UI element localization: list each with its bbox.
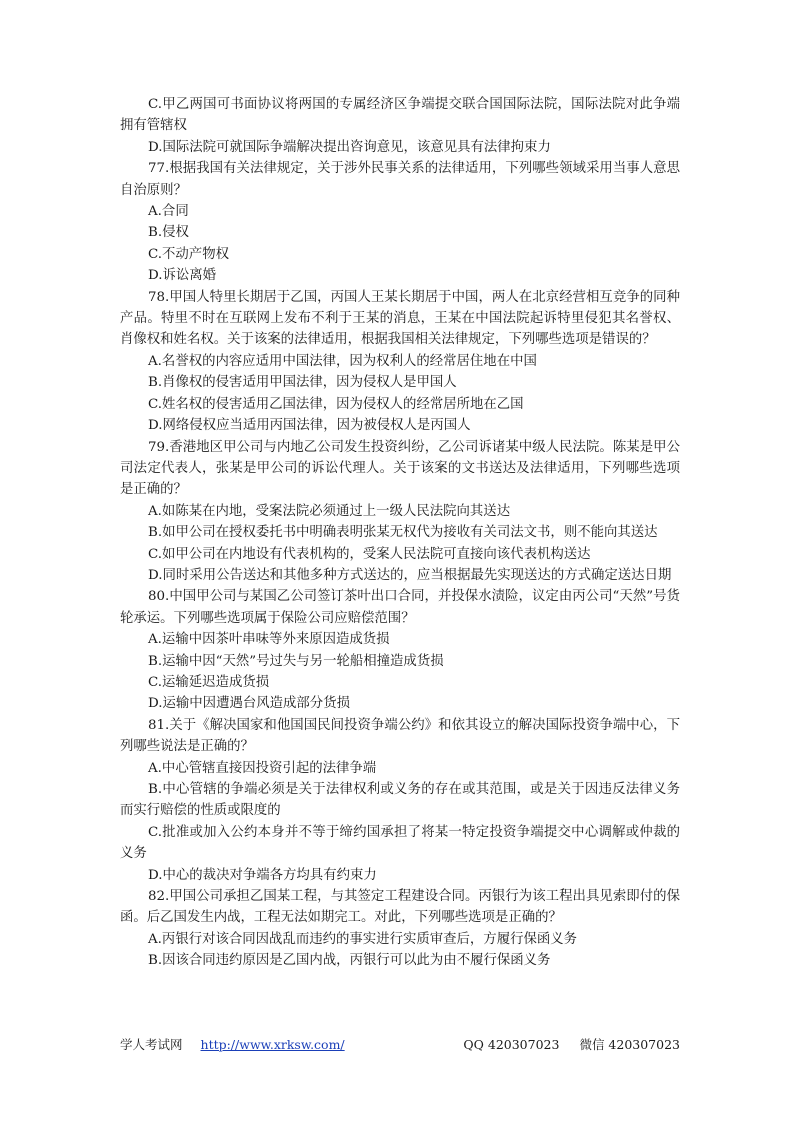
answer-option: D.同时采用公告送达和其他多种方式送达的，应当根据最先实现送达的方式确定送达日期	[148, 567, 672, 583]
footer-wechat: 微信 420307023	[579, 1037, 680, 1052]
answer-option: C.如甲公司在内地设有代表机构的，受案人民法院可直接向该代表机构送达	[148, 546, 591, 562]
footer-qq: QQ 420307023	[463, 1037, 560, 1052]
answer-option: B.中心管辖的争端必须是关于法律权利或义务的存在或其范围，或是关于因违反法律义务而实行赔偿的性质或限度的	[120, 782, 680, 819]
question-stem: 80.中国甲公司与某国乙公司签订茶叶出口合同，并投保水渍险，议定由丙公司“天然”号货轮承运。下列哪些选项属于保险公司应赔偿范围？	[120, 589, 680, 626]
answer-option: D.运输中因遭遇台风造成部分货损	[148, 696, 350, 712]
answer-option: D.诉讼离婚	[148, 268, 217, 284]
answer-option: C.姓名权的侵害适用乙国法律，因为侵权人的经常居所地在乙国	[148, 396, 524, 412]
answer-option: C.不动产物权	[148, 246, 229, 262]
answer-option: C.甲乙两国可书面协议将两国的专属经济区争端提交联合国国际法院，国际法院对此争端拥有管辖权	[120, 97, 680, 134]
footer-site-name: 学人考试网	[120, 1037, 183, 1052]
answer-option: B.运输中因“天然”号过失与另一轮船相撞造成货损	[148, 653, 444, 669]
answer-option: A.如陈某在内地，受案法院必须通过上一级人民法院向其送达	[148, 503, 511, 519]
answer-option: A.丙银行对该合同因战乱而违约的事实进行实质审查后，方履行保函义务	[148, 931, 578, 947]
answer-option: A.运输中因茶叶串味等外来原因造成货损	[148, 632, 390, 648]
answer-option: A.中心管辖直接因投资引起的法律争端	[148, 760, 377, 776]
answer-option: C.批准或加入公约本身并不等于缔约国承担了将某一特定投资争端提交中心调解或仲裁的义务	[120, 824, 680, 862]
answer-option: B.侵权	[148, 225, 189, 241]
question-stem: 81.关于《解决国家和他国国民间投资争端公约》和依其设立的解决国际投资争端中心，下列哪些说法是正确的？	[120, 717, 680, 755]
question-stem: 82.甲国公司承担乙国某工程，与其签定工程建设合同。丙银行为该工程出具见索即付的保函。后乙国发生内战，工程无法如期完工。对此，下列哪些选项是正确的？	[120, 889, 680, 926]
answer-option: A.名誉权的内容应适用中国法律，因为权利人的经常居住地在中国	[148, 353, 537, 369]
question-stem: 78.甲国人特里长期居于乙国，丙国人王某长期居于中国，两人在北京经营相互竞争的同种产品。特里不时在互联网上发布不利于王某的消息，王某在中国法院起诉特里侵犯其名誉权、肖像权和姓名权。关于该案的法律适用，根据我国相关法律规定，下列哪些选项是错误的？	[120, 289, 680, 348]
document-body	[120, 94, 680, 972]
answer-option: C.运输延迟造成货损	[148, 674, 270, 690]
answer-option: B.如甲公司在授权委托书中明确表明张某无权代为接收有关司法文书，则不能向其送达	[148, 525, 658, 541]
answer-option: D.中心的裁决对争端各方均具有约束力	[148, 867, 377, 883]
answer-option: B.因该合同违约原因是乙国内战，丙银行可以此为由不履行保函义务	[148, 953, 551, 969]
question-stem: 79.香港地区甲公司与内地乙公司发生投资纠纷，乙公司诉诸某中级人民法院。陈某是甲公司法定代表人，张某是甲公司的诉讼代理人。关于该案的文书送达及法律适用，下列哪些选项是正确的？	[120, 439, 680, 498]
answer-option: A.合同	[148, 204, 189, 220]
answer-option: B.肖像权的侵害适用甲国法律，因为侵权人是甲国人	[148, 375, 457, 391]
answer-option: D.国际法院可就国际争端解决提出咨询意见，该意见具有法律拘束力	[148, 139, 551, 155]
page-footer	[120, 1035, 680, 1055]
question-stem: 77.根据我国有关法律规定，关于涉外民事关系的法律适用，下列哪些领域采用当事人意思自治原则？	[120, 161, 680, 198]
answer-option: D.网络侵权应当适用丙国法律，因为被侵权人是丙国人	[148, 418, 471, 434]
footer-url-link[interactable]: http://www.xrksw.com/	[200, 1037, 345, 1052]
